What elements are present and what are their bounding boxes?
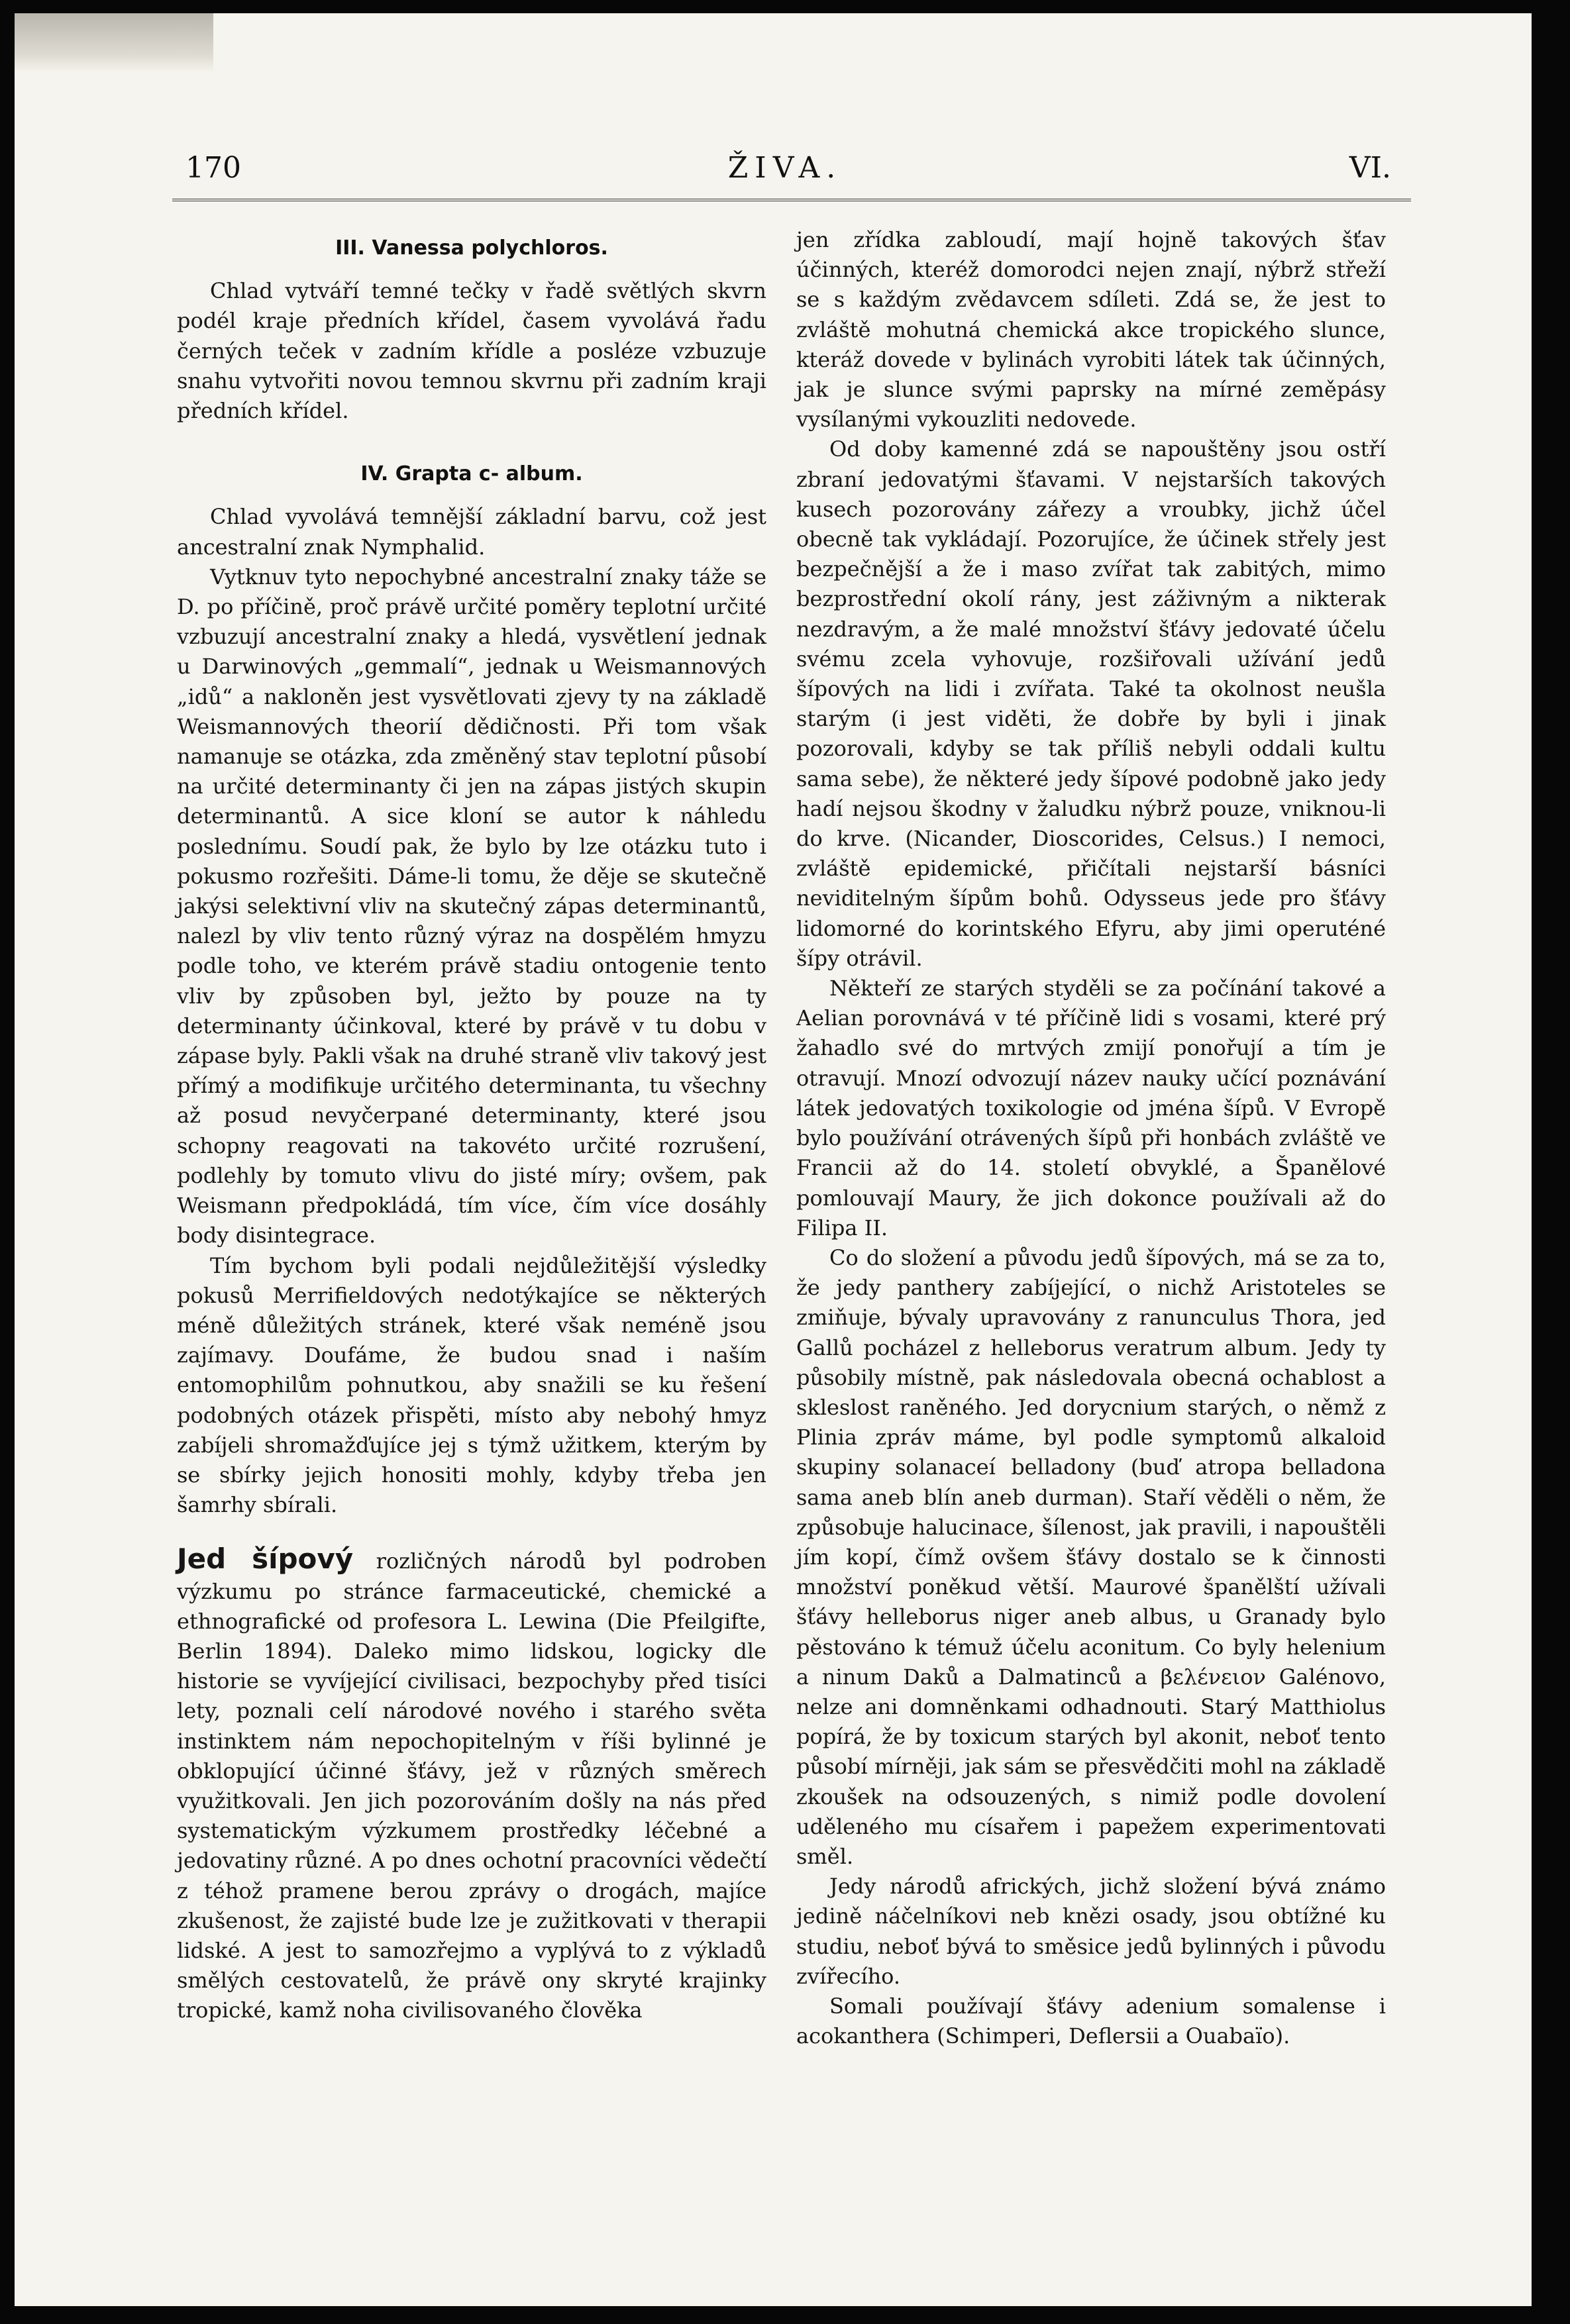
scan-artifact — [15, 13, 213, 73]
paragraph: Somali používají šťávy adenium somalense i acokanthera (Schimperi, Deflersii a Ouabaïo). — [796, 1993, 1386, 2049]
article-text: rozličných národů byl podroben výzkumu po stránce farmaceutické, chemické a ethnografické od profesora L. Lewina (Die Pfeilgifte, Berlin 1894). Daleko mimo lidskou, logicky dle historie se vyvíjející civilisaci, bezpochyby před tisíci lety, poznali celí národové nového i starého světa instinktem nám nepochopitelným v říši bylinné je obklopující účinné šťávy, jež v různých směrech využitkovali. Jen jich pozorováním došly na nás před systematickým výzkumem prostředky léčebné a jedovatiny různé. A po dnes ochotní pracovníci vědečtí z téhož pramene berou zprávy o drogách, majíce zkušenost, že zajisté bude lze je zužitkovati v therapii lidské. A jest to samozřejmo a vyplývá to z výkladů smělých cestovatelů, že právě ony skryté krajinky tropické, kamž noha civilisovaného člověka — [177, 1548, 767, 2023]
section-heading-vanessa: III. Vanessa polychloros. — [335, 236, 608, 260]
right-column — [796, 225, 1386, 2051]
journal-page — [15, 13, 1532, 2306]
paragraph: Jedy národů afrických, jichž složení bývá známo jedině náčelníkovi neb knězi osady, jsou obtížné ku studiu, neboť bývá to směsice jedů bylinných i původu zvířecího. — [796, 1874, 1386, 1989]
section-spacer — [177, 1520, 766, 1544]
paragraph: Tím bychom byli podali nejdůležitější výsledky pokusů Merrifieldových nedotýkajíce se některých méně důležitých stránek, které však neméně jsou zajímavy. Doufáme, že budou snad i naším entomophilům pohnutkou, aby snažili se ku řešení podobných otázek přispěti, místo aby nebohý hmyz zabíjeli shromažďujíce jej s týmž užitkem, kterým by se sbírky jejich honositi mohly, kdyby třeba jen šamrhy sbírali. — [177, 1252, 766, 1518]
journal-title: ŽIVA. — [727, 151, 843, 185]
left-column — [177, 225, 766, 2026]
section-heading-grapta: IV. Grapta c- album. — [360, 462, 583, 486]
paragraph: Někteří ze starých styděli se za počínání takové a Aelian porovnává v té příčině lidi s vosami, které prý žahadlo své do mrtvých zmijí ponořují a tím je otravují. Mnozí odvozují název nauky učící poznávání látek jedovatých toxikologie od jména šípů. V Evropě bylo používání otrávených šípů při honbách zvláště ve Francii až do 14. století obvyklé, a Španělové pomlouvají Maury, že jich dokonce používali až do Filipa II. — [796, 976, 1386, 1240]
article-paragraph — [177, 1544, 766, 2025]
paragraph: Vytknuv tyto nepochybné ancestralní znaky táže se D. po příčině, proč právě určité poměry teplotní určité vzbuzují ancestralní znaky a hledá, vysvětlení jednak u Darwinových „gemmalí“, jednak u Weismannových „idů“ a nakloněn jest vysvětlovati zjevy ty na základě Weismannových theorií dědičnosti. Při tom však namanuje se otázka, zda změněný stav teplotní působí na určité determinanty či jen na zápas jistých skupin determinantů. A sice kloní se autor k náhledu poslednímu. Soudí pak, že bylo by lze otázku tuto i pokusmo rozřešiti. Dáme-li tomu, že děje se skutečně jakýsi selektivní vliv na skutečný zápas determinantů, nalezl by vliv tento různý výraz na dospělém hmyzu podle toho, ve kterém právě stadiu ontogenie tento vliv by způsoben byl, ježto by pouze na ty determinanty účinkoval, které by právě v tu dobu v zápase byly. Pakli však na druhé straně vliv takový jest přímý a modifikuje určitého determinanta, tu všechny až posud nevyčerpané determinanty, které jsou schopny reagovati na takovéto určité rozrušení, podlehly by tomuto vlivu do jisté míry; ovšem, pak Weismann předpokládá, tím více, čím více dosáhly body disintegrace. — [177, 564, 766, 1248]
paragraph: Co do složení a původu jedů šípových, má se za to, že jedy panthery zabíjející, o nichž Aristoteles se zmiňuje, bývaly upravovány z ranunculus Thora, jed Gallů pocházel z helleborus veratrum album. Jedy ty působily místně, pak následovala obecná ochablost a skleslost raněného. Jed dorycnium starých, o němž z Plinia zpráv máme, byl podle symptomů alkaloid skupiny solanaceí belladony (buď atropa belladona sama aneb blín aneb durman). Staří věděli o něm, že způsobuje halucinace, šílenost, jak pravili, i napouštěli jím kopí, čímž ovšem šťávy dostalo se k činnosti množství poněkud větší. Maurové španělští užívali šťávy helleborus niger aneb albus, u Granady bylo pěstováno k témuž účelu aconitum. Co byly helenium a ninum Daků a Dalmatinců a βελένειον Galénovo, nelze ani domněnkami odhadnouti. Starý Matthiolus popírá, že by toxicum starých byl akonit, neboť tento působí mírněji, jak sám se přesvědčiti mohl na základě zkoušek na odsouzených, s nimiž podle dovolení uděleného mu císařem i papežem experimentovati směl. — [796, 1244, 1386, 1869]
volume-number: VI. — [1349, 151, 1391, 185]
paragraph: Chlad vytváří temné tečky v řadě světlých skvrn podél kraje předních křídel, časem vyvolává řadu černých teček v zadním křídle a posléze vzbuzuje snahu vytvořiti novou temnou skvrnu při zadním kraji předních křídel. — [177, 278, 766, 424]
header-rule — [172, 199, 1411, 201]
page-number: 170 — [185, 151, 241, 185]
running-head — [172, 151, 1398, 197]
paragraph: jen zřídka zabloudí, mají hojně takových šťav účinných, kteréž domorodci nejen znají, nýbrž střeží se s každým zvědavcem sdíleti. Zdá se, že jest to zvláště mohutná chemická akce tropického slunce, kteráž dovede v bylinách vyrobiti látek tak účinných, jak je slunce svými paprsky na mírné zeměpásy vysílanými vykouzliti nedovede. — [796, 227, 1386, 432]
article-title: Jed šípový — [177, 1542, 354, 1576]
paragraph: Od doby kamenné zdá se napouštěny jsou ostří zbraní jedovatými šťavami. V nejstarších takových kusech pozorovány zářezy a vroubky, jichž účel obecně tak vykládají. Pozorujíce, že účinek střely jest bezpečnější a že i maso zvířat tak zabitých, mimo bezprostřední okolí rány, jest záživným a nikterak nezdravým, a že malé množství šťávy jedovaté účelu svému zcela vyhovuje, rozšiřovali užívání jedů šípových na lidi i zvířata. Také ta okolnost neušla starým (i jest viděti, že dobře by byli i jinak pozorovali, kdyby se tak příliš nebyli oddali kultu sama sebe), že některé jedy šípové podobně jako jedy hadí nejsou škodny v žaludku nýbrž pouze, vniknou-li do krve. (Nicander, Dioscorides, Celsus.) I nemoci, zvláště epidemické, přičítali nejstarší básníci neviditelným šípům bohů. Odysseus jede pro šťávy lidomorné do korintského Efyru, aby jimi operuténé šípy otrávil. — [796, 436, 1386, 971]
paragraph: Chlad vyvolává temnější základní barvu, což jest ancestralní znak Nymphalid. — [177, 504, 766, 560]
